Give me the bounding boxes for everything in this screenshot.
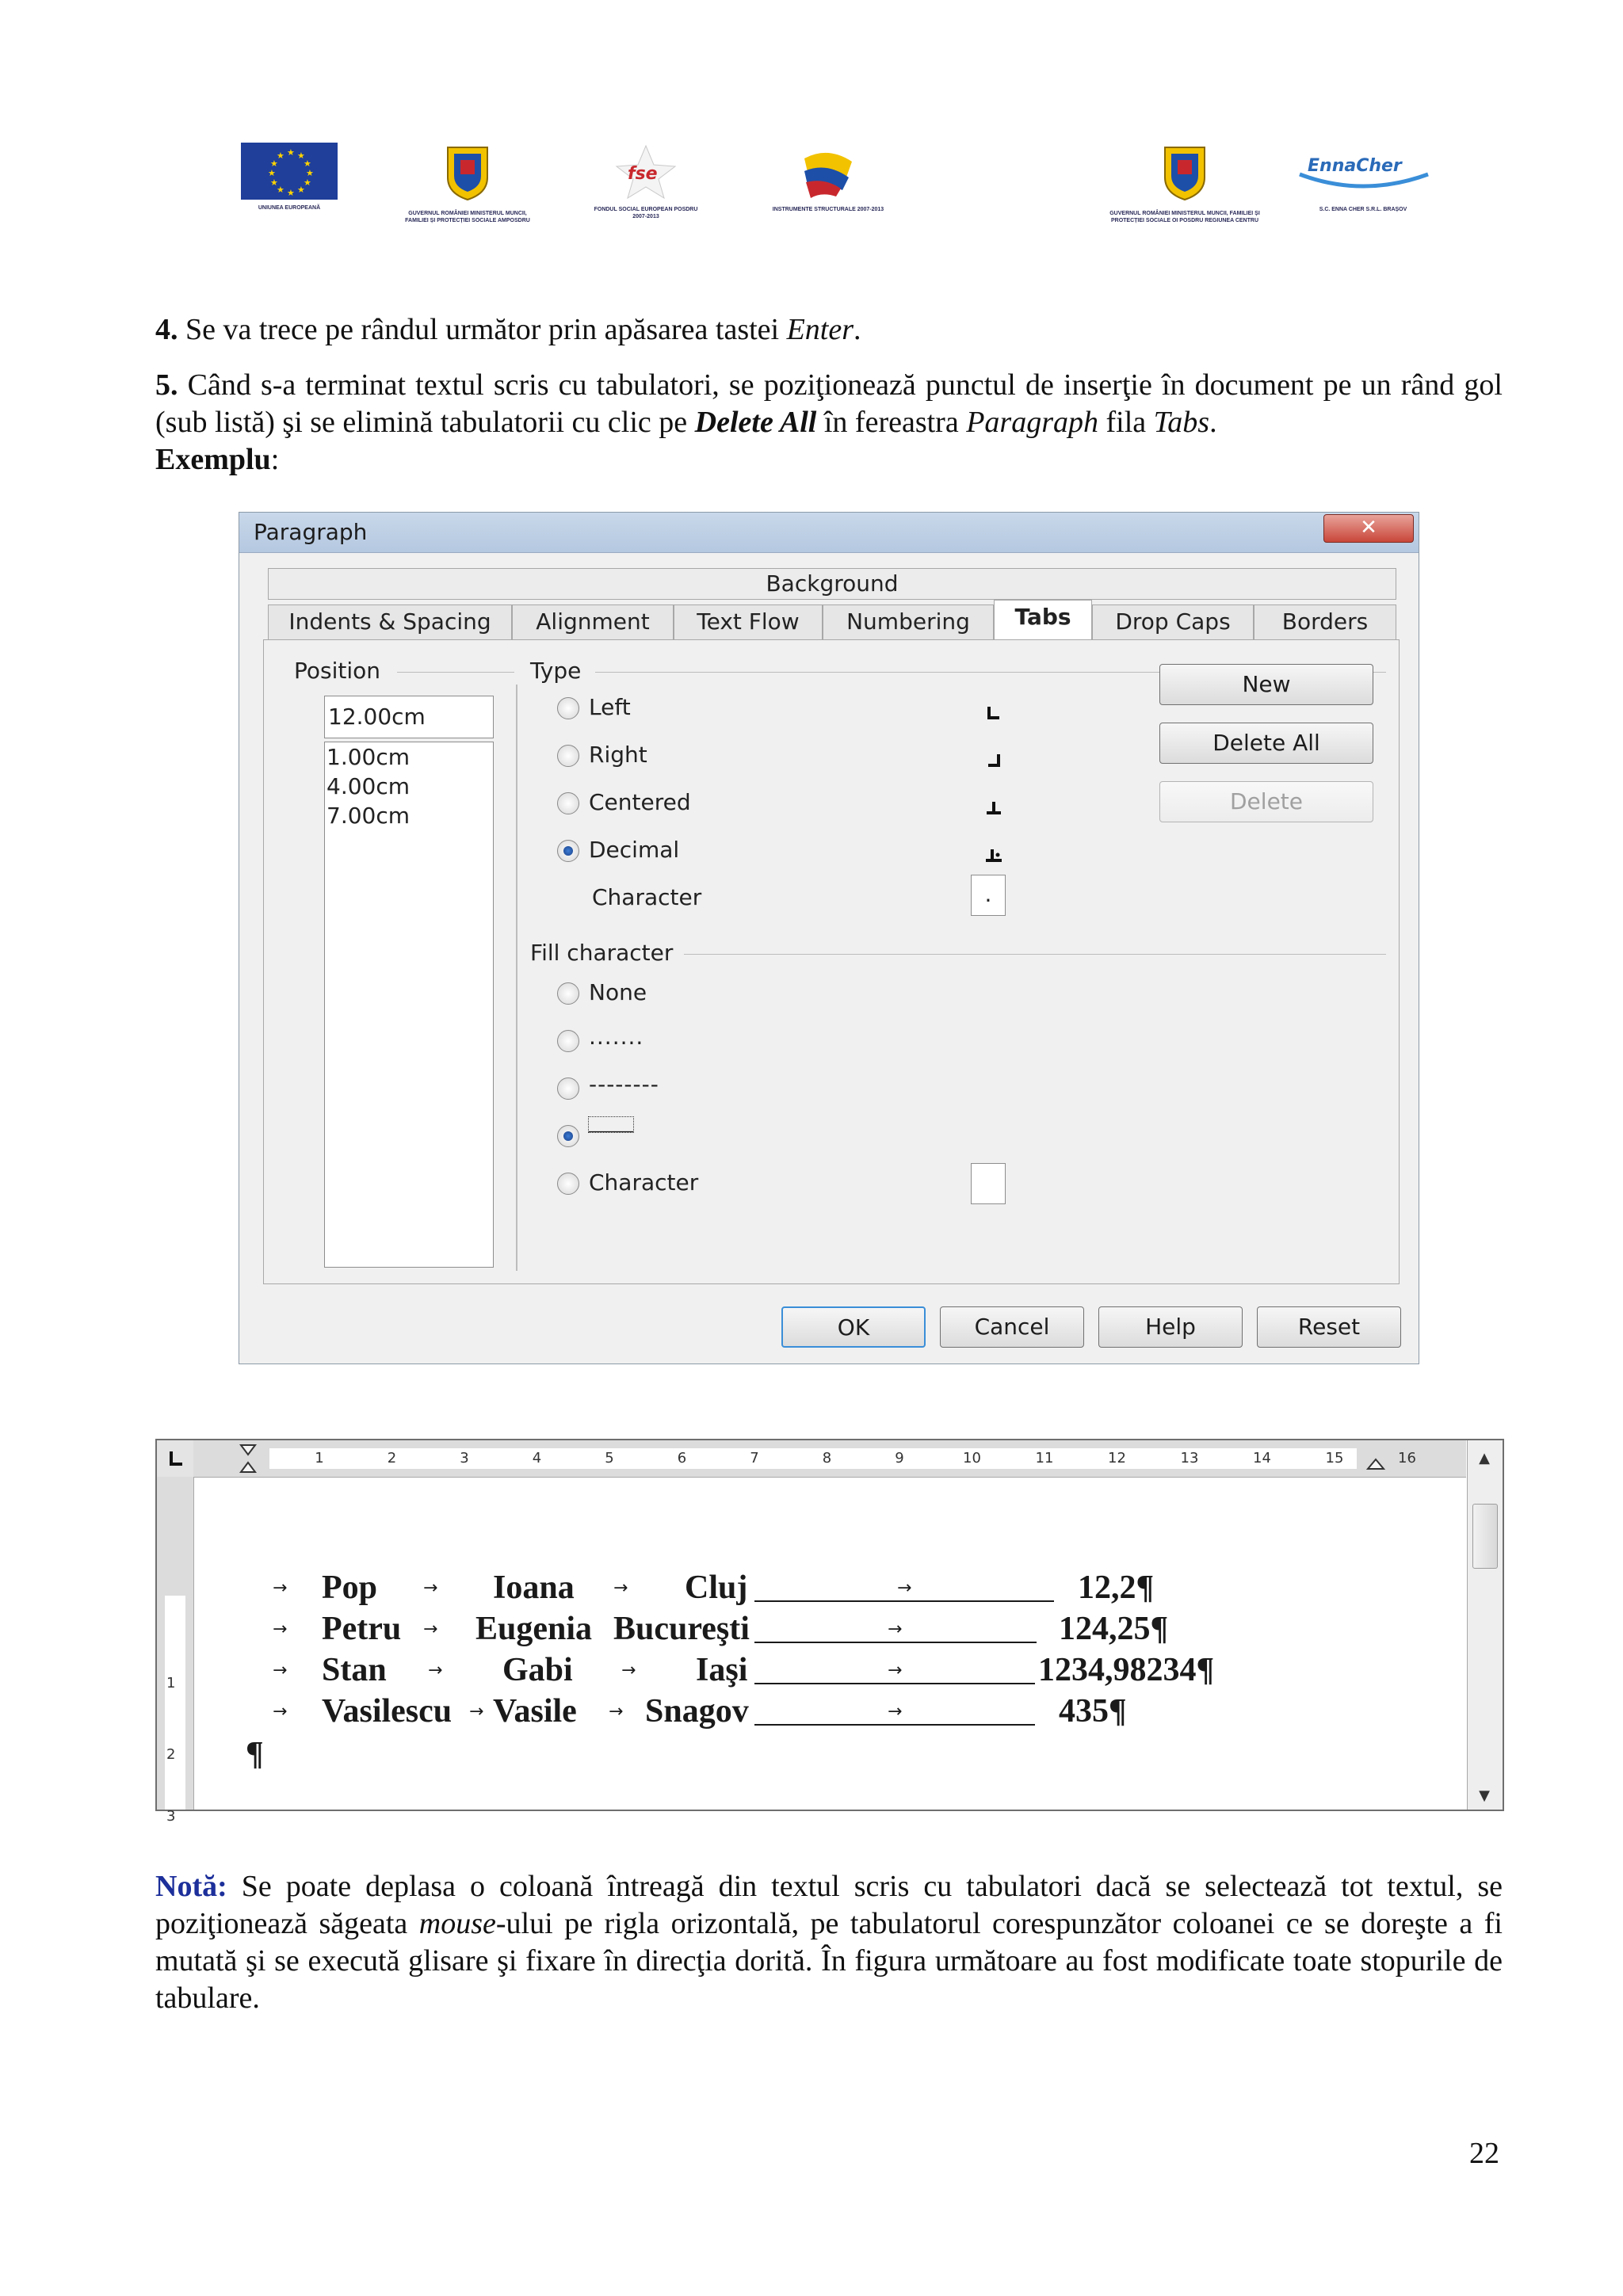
- tab-leader: [754, 1642, 1037, 1643]
- right-indent-marker-icon[interactable]: [1366, 1451, 1385, 1475]
- svg-text:★: ★: [304, 177, 311, 188]
- left-tab-icon: [982, 700, 1006, 724]
- fill-dots-label[interactable]: .......: [589, 1024, 644, 1050]
- ruler-number: 13: [1180, 1450, 1199, 1466]
- right-tab-icon: [982, 748, 1006, 772]
- fill-none-label[interactable]: None: [589, 979, 647, 1005]
- tab-background[interactable]: Background: [268, 568, 1396, 600]
- example-label: Exemplu: [155, 443, 271, 476]
- svg-text:★: ★: [277, 185, 285, 195]
- step-number: 4.: [155, 313, 178, 346]
- note-label: Notă:: [155, 1870, 227, 1903]
- page-number: 22: [1469, 2137, 1499, 2170]
- svg-text:★: ★: [287, 147, 295, 158]
- type-left-radio[interactable]: [557, 697, 579, 719]
- scroll-down-icon[interactable]: ▼: [1479, 1787, 1490, 1804]
- cell: Pop: [322, 1569, 378, 1606]
- logo-eu: [238, 143, 341, 212]
- svg-text:★: ★: [304, 158, 311, 169]
- cell: Eugenia: [475, 1611, 593, 1647]
- ruler-vnumber: 3: [166, 1808, 176, 1825]
- tab-alignment[interactable]: Alignment: [512, 605, 674, 639]
- cell: 1234,98234¶: [1038, 1652, 1215, 1688]
- dialog-titlebar[interactable]: [239, 513, 1419, 553]
- cancel-button[interactable]: Cancel: [940, 1306, 1084, 1348]
- ok-button[interactable]: OK: [781, 1306, 926, 1348]
- type-left-label[interactable]: Left: [589, 694, 631, 720]
- cell: Stan: [322, 1652, 387, 1688]
- dialog-title: Paragraph: [254, 519, 368, 545]
- instrumente-structurale-icon: [789, 143, 868, 201]
- fill-character-option-label[interactable]: Character: [589, 1169, 699, 1196]
- fill-divider: [684, 954, 1386, 955]
- cell: Cluj: [685, 1569, 748, 1606]
- step-5-paragraph: 5. Când s-a terminat textul scris cu tabulatori, se poziţionează punctul de inserţie în document pe un rând gol (sub listă) şi se elimină tabulatorii cu clic pe Delete All în fereastra Paragraph fila Tabs. Exemplu:: [155, 368, 1503, 476]
- eu-flag-icon: [241, 143, 338, 200]
- type-character-input[interactable]: .: [971, 875, 1006, 916]
- ruler-number: 3: [460, 1450, 469, 1466]
- logo-ennacher: [1292, 143, 1434, 213]
- cell: Vasilescu: [322, 1693, 453, 1730]
- indent-marker-icon[interactable]: [236, 1444, 260, 1475]
- position-label: Position: [294, 658, 381, 684]
- fill-dashes-radio[interactable]: [557, 1077, 579, 1100]
- fill-underline-radio[interactable]: [557, 1125, 579, 1147]
- type-right-label[interactable]: Right: [589, 742, 647, 768]
- cell: Petru: [322, 1611, 402, 1647]
- position-divider: [397, 672, 514, 673]
- svg-text:EnnaCher: EnnaCher: [1308, 156, 1402, 176]
- tab-indents-spacing[interactable]: Indents & Spacing: [268, 605, 512, 639]
- fill-underline-label[interactable]: _______: [589, 1117, 633, 1132]
- logo-caption: FONDUL SOCIAL EUROPEAN POSDRU 2007-2013: [594, 207, 698, 219]
- logo-caption: GUVERNUL ROMÂNIEI MINISTERUL MUNCII, FAMILIEI ȘI PROTECȚIEI SOCIALE OI POSDRU REGIUNEA CENTRU: [1109, 211, 1260, 223]
- type-decimal-label[interactable]: Decimal: [589, 837, 680, 863]
- svg-text:fse: fse: [628, 164, 658, 184]
- decimal-tab-icon: [982, 843, 1006, 867]
- cell: Iaşi: [696, 1652, 748, 1688]
- center-tab-icon: [982, 795, 1006, 819]
- close-button[interactable]: ✕: [1323, 514, 1414, 543]
- list-item[interactable]: 4.00cm: [327, 773, 411, 799]
- logo-caption: S.C. ENNA CHER S.R.L. BRAȘOV: [1319, 207, 1407, 212]
- logo-crest-1: [396, 143, 539, 224]
- left-tab-icon: [157, 1440, 193, 1477]
- ruler-text-area: [165, 1596, 185, 1810]
- cell: 124,25¶: [1059, 1611, 1169, 1647]
- reset-button[interactable]: Reset: [1257, 1306, 1401, 1348]
- vertical-ruler[interactable]: [157, 1477, 194, 1825]
- ruler-number: 14: [1253, 1450, 1271, 1466]
- cell: 435¶: [1059, 1693, 1127, 1730]
- group-separator: [516, 685, 517, 1271]
- position-list[interactable]: [324, 742, 494, 1268]
- ruler-number: 15: [1325, 1450, 1344, 1466]
- ruler-number: 10: [963, 1450, 981, 1466]
- cell: 12,2¶: [1078, 1569, 1155, 1606]
- logo-caption: INSTRUMENTE STRUCTURALE 2007-2013: [772, 207, 884, 212]
- ruler-number: 5: [605, 1450, 614, 1466]
- tab-leader: [754, 1600, 1054, 1602]
- svg-text:★: ★: [268, 168, 276, 178]
- type-right-radio[interactable]: [557, 745, 579, 767]
- ruler-number: 9: [895, 1450, 904, 1466]
- tab-leader: [754, 1724, 1035, 1726]
- note-paragraph: Notă: Se poate deplasa o coloană întreagă din textul scris cu tabulatori dacă se selectează tot textul, se poziţionează săgeata mouse-ului pe rigla orizontală, pe tabulatorul corespunzător coloanei ce se doreşte a fi mutată şi se execută glisare şi fixare în direcţia dorită. În figura următoare au fost modificate toate stopurile de tabulare.: [155, 1870, 1503, 2015]
- cell: Vasile: [493, 1693, 577, 1730]
- logo-instrumente: [769, 143, 888, 213]
- coat-of-arms-icon: [1159, 143, 1211, 201]
- horizontal-ruler[interactable]: [193, 1440, 1466, 1478]
- fill-dashes-label[interactable]: --------: [589, 1071, 659, 1097]
- tabs-panel: [263, 639, 1400, 1284]
- logo-caption: GUVERNUL ROMÂNIEI MINISTERUL MUNCII, FAMILIEI ȘI PROTECȚIEI SOCIALE AMPOSDRU: [405, 211, 530, 223]
- scrollbar-thumb[interactable]: [1472, 1504, 1498, 1569]
- vertical-scrollbar[interactable]: [1467, 1440, 1503, 1810]
- cell: Bucureşti: [613, 1611, 750, 1647]
- type-centered-label[interactable]: Centered: [589, 789, 691, 815]
- tab-text-flow[interactable]: Text Flow: [674, 605, 823, 639]
- tab-leader: [754, 1683, 1035, 1684]
- ruler-vnumber: 1: [166, 1675, 176, 1691]
- ruler-vnumber: 2: [166, 1746, 176, 1763]
- list-item[interactable]: 7.00cm: [327, 803, 411, 829]
- ruler-number: 8: [822, 1450, 832, 1466]
- fill-character-input[interactable]: [971, 1163, 1006, 1204]
- svg-text:★: ★: [297, 185, 305, 195]
- fill-character-label: Fill character: [530, 940, 674, 966]
- fill-dots-radio[interactable]: [557, 1030, 579, 1052]
- svg-text:★: ★: [306, 168, 314, 178]
- fse-star-icon: [610, 143, 682, 201]
- list-item[interactable]: 1.00cm: [327, 744, 411, 770]
- ruler-number: 11: [1035, 1450, 1054, 1466]
- svg-text:★: ★: [287, 188, 295, 198]
- delete-button[interactable]: Delete: [1159, 781, 1373, 822]
- ruler-number: 6: [677, 1450, 687, 1466]
- coat-of-arms-icon: [441, 143, 494, 201]
- word-editor: 1 2 3 4 5 6 7 8 9 10 11 12 13 14 15 16 1 2 3 ▲ ▼ → Pop → Ioana → Cluj → 12,2¶ → Petru → Eugenia Bucureşti → 124,25¶ → Stan → Gabi → Iaşi → 1234,98234¶ → Vasilescu → Vasile → Snagov → 435¶ ¶: [155, 1439, 1504, 1811]
- type-label: Type: [530, 658, 582, 684]
- tab-tabs[interactable]: Tabs: [994, 600, 1092, 641]
- svg-text:★: ★: [270, 158, 278, 169]
- ruler-number: 4: [532, 1450, 542, 1466]
- logo-crest-2: [1109, 143, 1260, 224]
- logo-fse: [586, 143, 705, 220]
- paragraph-mark: ¶: [246, 1736, 264, 1772]
- ennacher-logo-icon: [1292, 143, 1434, 201]
- tab-drop-caps[interactable]: Drop Caps: [1092, 605, 1254, 639]
- new-button[interactable]: New: [1159, 664, 1373, 705]
- ruler-number: 7: [750, 1450, 759, 1466]
- step-number: 5.: [155, 368, 178, 402]
- type-centered-radio[interactable]: [557, 792, 579, 814]
- help-button[interactable]: Help: [1098, 1306, 1243, 1348]
- delete-all-button[interactable]: Delete All: [1159, 723, 1373, 764]
- fill-none-radio[interactable]: [557, 982, 579, 1005]
- svg-text:★: ★: [297, 151, 305, 161]
- logo-caption: UNIUNEA EUROPEANĂ: [258, 205, 321, 211]
- tab-selector-button[interactable]: [157, 1440, 194, 1478]
- ruler-number: 1: [315, 1450, 324, 1466]
- scroll-up-icon[interactable]: ▲: [1479, 1450, 1490, 1466]
- tab-borders[interactable]: Borders: [1254, 605, 1396, 639]
- cell: Snagov: [645, 1693, 749, 1730]
- tab-numbering[interactable]: Numbering: [823, 605, 994, 639]
- ruler-number: 2: [387, 1450, 397, 1466]
- cell: Ioana: [493, 1569, 575, 1606]
- type-character-label: Character: [592, 884, 702, 910]
- fill-character-radio[interactable]: [557, 1173, 579, 1195]
- paragraph-dialog: [239, 512, 1419, 1364]
- step-4-paragraph: 4. Se va trece pe rândul următor prin apăsarea tastei Enter.: [155, 313, 861, 346]
- svg-text:★: ★: [270, 177, 278, 188]
- position-input[interactable]: 12.00cm: [324, 696, 494, 738]
- ruler-number: 16: [1398, 1450, 1416, 1466]
- svg-text:★: ★: [277, 151, 285, 161]
- cell: Gabi: [502, 1652, 573, 1688]
- ruler-number: 12: [1108, 1450, 1126, 1466]
- type-decimal-radio[interactable]: [557, 840, 579, 862]
